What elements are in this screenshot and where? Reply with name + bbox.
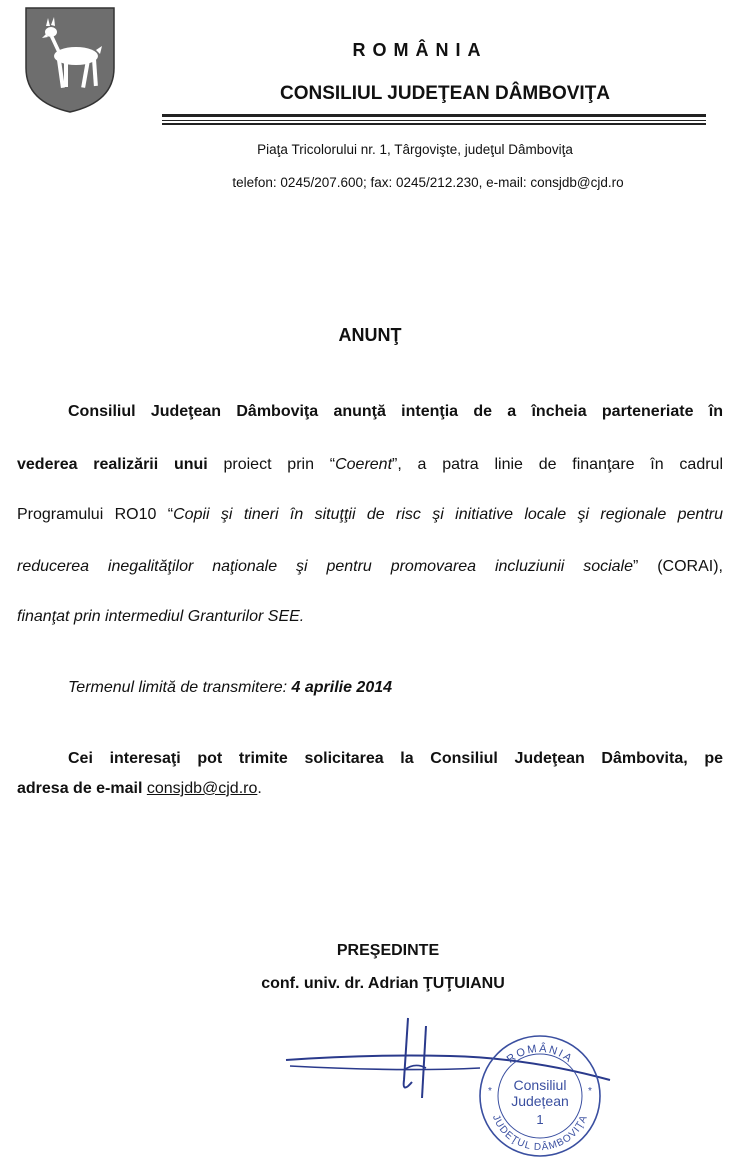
stamp-line: Județean (511, 1093, 569, 1109)
signatory-name: conf. univ. dr. Adrian ŢUŢUIANU (261, 975, 505, 992)
paragraph-line (17, 455, 723, 475)
stamp-star: * (588, 1086, 592, 1097)
contact-line: telefon: 0245/207.600; fax: 0245/212.230, e-mail: consjdb@cjd.ro (232, 175, 624, 190)
stamp-line: Consiliul (513, 1077, 567, 1093)
text: ”, a patra linie de finanţare în cadrul (392, 456, 724, 473)
stamp-bottom-text: JUDEŢUL DÂMBOVIŢA (489, 1113, 591, 1154)
deadline-line (68, 678, 740, 698)
document-title: ANUNŢ (338, 325, 402, 345)
stamp-top-text: ROMÂNIA (504, 1042, 576, 1066)
header-divider (162, 123, 706, 125)
svg-text:ROMÂNIA (505, 1042, 576, 1066)
paragraph-line (17, 779, 723, 799)
text: Programului RO10 “ (17, 506, 174, 523)
text: ” (CORAI), (633, 558, 723, 575)
email-link[interactable]: consjdb@cjd.ro (146, 780, 258, 797)
stamp-star: * (488, 1086, 492, 1097)
text: . (257, 780, 262, 797)
deadline-label: Termenul limită de transmitere: (68, 679, 292, 696)
bold-text: vederea realizării unui (17, 456, 208, 473)
paragraph-line: Cei interesaţi pot trimite solicitarea la Consiliul Judeţean Dâmbovita, pe (68, 750, 723, 767)
bold-text: adresa de e-mail (17, 780, 147, 797)
council-heading: CONSILIUL JUDEŢEAN DÂMBOVIŢA (279, 83, 611, 104)
deadline-date: 4 aprilie 2014 (291, 679, 393, 696)
text: proiect prin “ (207, 456, 336, 473)
stamp-number: 1 (536, 1112, 544, 1127)
country-heading: ROMÂNIA (352, 40, 488, 60)
header-divider (162, 114, 706, 117)
programme-name: reducerea inegalităţilor naţionale şi pentru promovarea incluziunii sociale (17, 558, 634, 575)
paragraph-line (17, 557, 723, 577)
programme-name: Copii şi tineri în situţţii de risc şi initiative locale şi regionale pentru (173, 506, 723, 523)
project-name: Coerent (335, 456, 393, 473)
signatory-position: PREŞEDINTE (336, 942, 440, 959)
paragraph-line: finanţat prin intermediul Granturilor SEE. (17, 608, 305, 625)
paragraph-line (17, 505, 723, 525)
paragraph-line: Consiliul Judeţean Dâmboviţa anunţă intenţia de a încheia parteneriate în (68, 403, 723, 420)
address-line: Piaţa Tricolorului nr. 1, Târgovişte, judeţul Dâmboviţa (257, 142, 573, 157)
header-divider (162, 120, 706, 121)
official-stamp-icon (476, 1032, 604, 1160)
